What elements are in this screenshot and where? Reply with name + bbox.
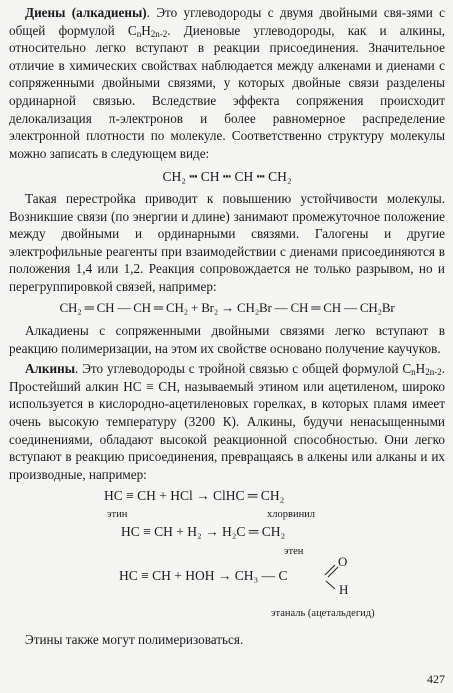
term-alkynes: Алкины <box>25 361 76 377</box>
reaction-hcl-equation: HC ≡ CH + HCl → ClHC ═ CH₂ <box>104 488 285 504</box>
paragraph-dienes: Диены (алкадиены). Это углеводороды с двумя двойными свя-зями с общей формулой $C_nH_{2n-2}$. Диеновые углеводороды, как и алкины, относительно легко вступают в реакции присоединения. Значительное отличие в химических свойствах наблюдается между алкенами и диенами с сопряженными двойными связями, у которых двойные связи разделены ординарной связью. Вследствие эффекта сопряжения происходит делокализация π-электронов и более равномерное распределение электронной плотности по молекуле. Соответственно структуру молекулы можно записать в следующем виде: <box>9 5 445 161</box>
label-ethanal: этаналь (ацетальдегид) <box>271 608 375 620</box>
label-ethyne: этин <box>107 509 128 521</box>
label-chlorovinyl: хлорвинил <box>267 509 316 521</box>
reaction-water <box>9 554 445 603</box>
formula-conjugated-diene: CH₂ ┅ CH ┅ CH ┅ CH₂ <box>162 169 292 185</box>
label-ethene: этен <box>284 546 304 558</box>
formula-bromination: CH₂ ═ CH — CH ═ CH₂ + Br₂ → CH₂Br — CH ═ CH — CH₂Br <box>59 299 395 315</box>
reaction-water-equation: HC ≡ CH + HOH → CH₃ — C <box>119 568 288 584</box>
reaction-h2 <box>9 523 445 558</box>
aldehyde-hydrogen: H <box>339 582 349 598</box>
term-dienes: Диены (алкадиены) <box>25 5 147 20</box>
reaction-hcl <box>9 487 445 521</box>
textbook-page <box>9 4 445 649</box>
paragraph-ethyne-polymerize: Этины также могут полимеризоваться. <box>25 632 244 648</box>
paragraph-polymerization: Алкадиены с сопряженными двойными связями легко вступают в реакцию полимеризации, на этом их свойстве основано получение каучуков. <box>9 323 445 356</box>
aldehyde-oxygen: O <box>338 554 348 570</box>
paragraph-alkynes: Алкины. Это углеводороды с тройной связью с общей формулой $C_nH_{2n-2}$. Простейший алкин HC ≡ CH, называемый этином или ацетиленом, широко используется в кислородно-ацетиленовых горелках, в которых пламя имеет очень высокую температуру (3200 К). Алкины, будучи ненасыщенными соединениями, обладают высокой реакционной способностью. Они легко вступают в реакцию присоединения, превращаясь в алкены или алканы и их производные, например: <box>9 361 445 482</box>
page-number: 427 <box>427 672 445 687</box>
reaction-h2-equation: HC ≡ CH + H₂ → H₂C ═ CH₂ <box>121 524 286 540</box>
paragraph-restructuring: Такая перестройка приводит к повышению устойчивости молекулы. Возникшие связи (по энергии и длине) занимают промежуточное положение между двойными и ординарными связями. Галогены и другие электрофильные реагенты при взаимодействии с диенами присоединяются в положения 1,4 или 1,2. Реакция сопровождается не только разрывом, но и перегруппировкой связей, например: <box>9 190 445 294</box>
reaction-water-label-row <box>9 603 445 621</box>
